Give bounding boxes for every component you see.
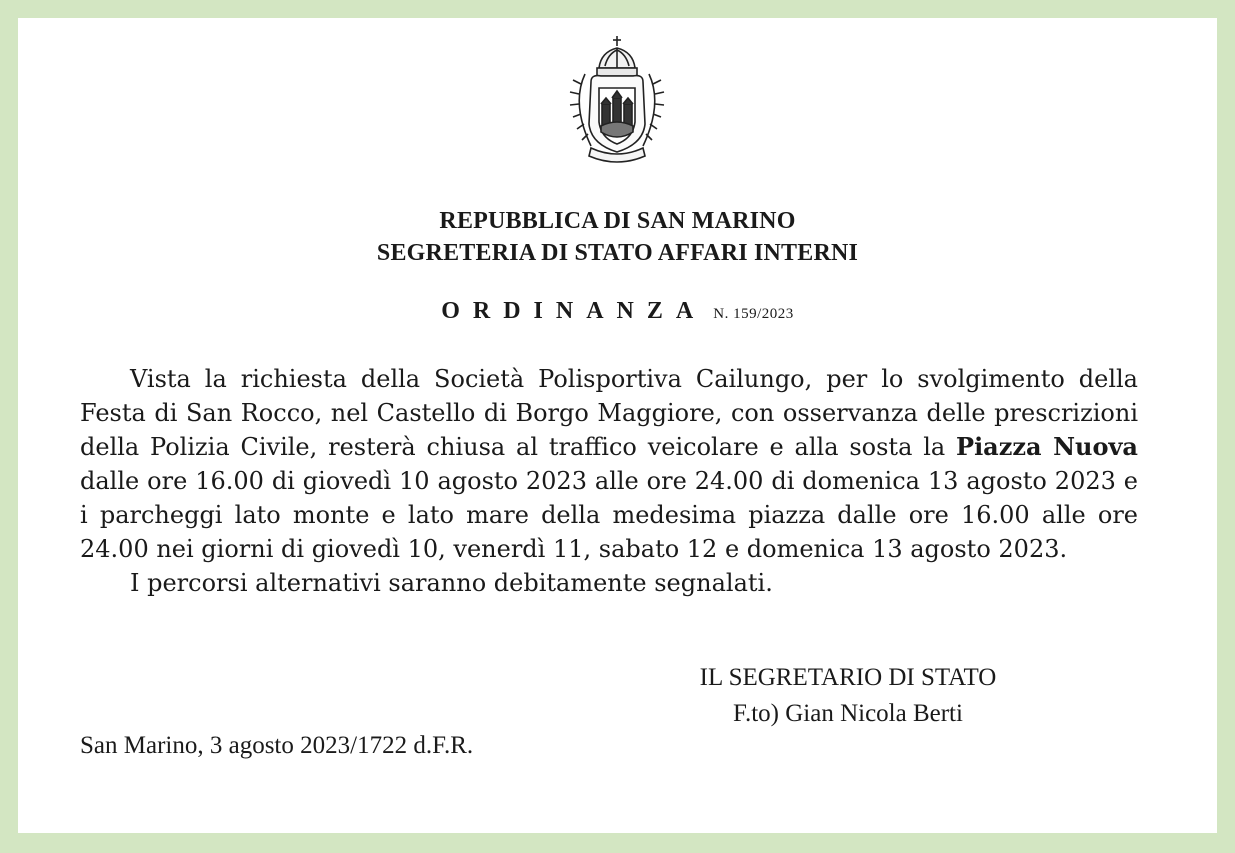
body-bold-location: Piazza Nuova [956, 432, 1138, 461]
body-paragraph-2: I percorsi alternativi saranno debitamente segnalati. [130, 569, 773, 597]
body-text-part-1: Vista la richiesta della Società Polisportiva Cailungo, per lo svolgimento della Festa di San Rocco, nel Castello di Borgo Maggiore, con osservanza delle prescrizioni della Polizia Civile, resterà chiusa al traffico veicolare e alla sosta la [80, 365, 1138, 461]
document-sheet [18, 18, 1217, 833]
san-marino-coat-of-arms-icon [561, 34, 673, 164]
header-line-secretariat: SEGRETERIA DI STATO AFFARI INTERNI [376, 240, 859, 266]
ordinance-heading [18, 298, 1217, 325]
signature-name: F.to) Gian Nicola Berti [733, 700, 963, 727]
body-text-part-2: dalle ore 16.00 di giovedì 10 agosto 2023 alle ore 24.00 di domenica 13 agosto 2023 e i parcheggi lato monte e lato mare della medesima piazza dalle ore 16.00 alle ore 24.00 nei giorni di giovedì 10, venerdì 11, sabato 12 e domenica 13 agosto 2023. [80, 467, 1138, 563]
body-paragraph-1 [80, 362, 1138, 566]
ordinance-number: N. 159/2023 [713, 306, 794, 322]
header-line-republic: REPUBBLICA DI SAN MARINO [439, 208, 796, 234]
dateline: San Marino, 3 agosto 2023/1722 d.F.R. [80, 732, 474, 759]
ordinance-body [80, 362, 1138, 600]
ordinance-title: ORDINANZA [441, 298, 707, 324]
signature-title: IL SEGRETARIO DI STATO [699, 664, 997, 691]
